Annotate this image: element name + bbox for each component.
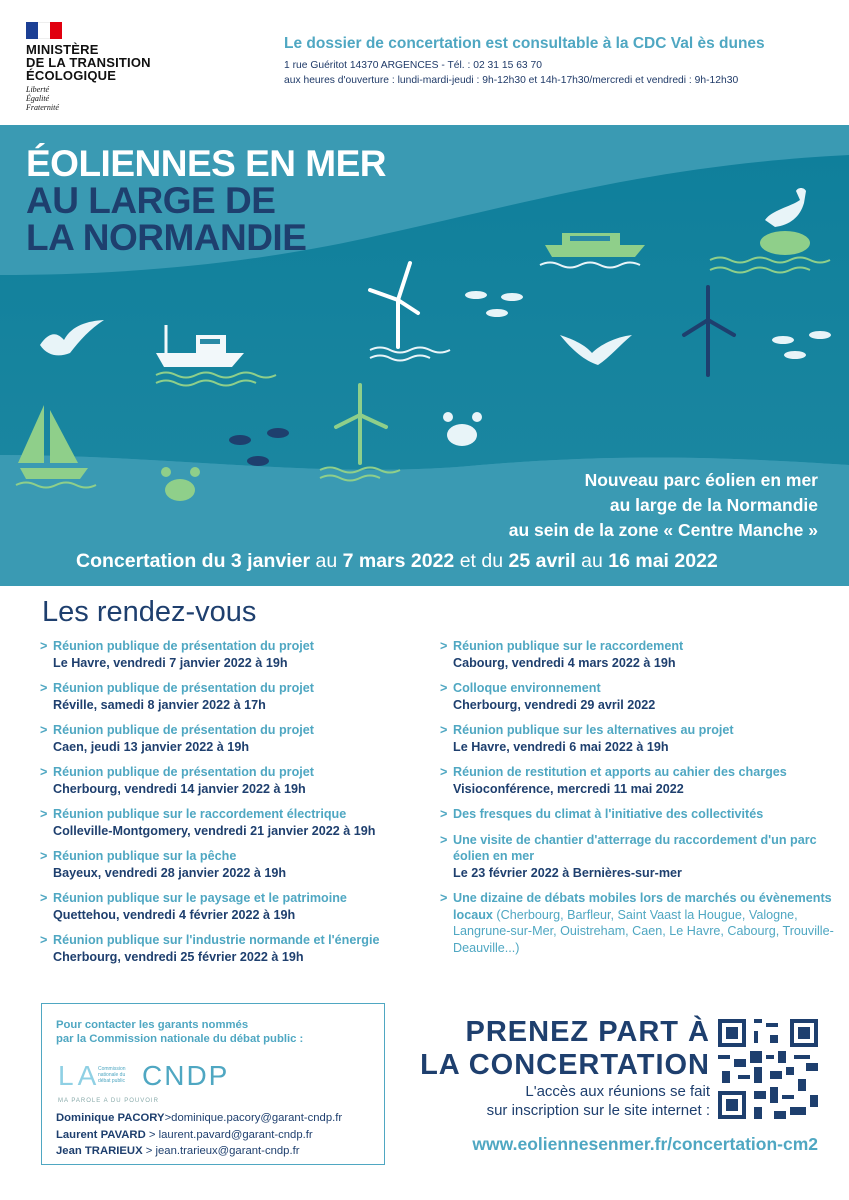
event-place: Cherbourg, — [53, 781, 121, 796]
event-date: vendredi 4 février 2022 à 19h — [119, 907, 296, 922]
contact-box — [41, 1003, 385, 1165]
event-heading: > Réunion publique sur le raccordement — [440, 638, 840, 655]
republic-motto — [26, 85, 186, 112]
event-details — [40, 949, 430, 966]
event-item — [40, 848, 430, 881]
event-date: mercredi 11 mai 2022 — [553, 781, 684, 796]
subtitle-line-3: au sein de la zone « Centre Manche » — [508, 520, 818, 540]
title-line-3: LA NORMANDIE — [26, 217, 307, 258]
event-heading — [440, 890, 840, 956]
event-heading-text: Une dizaine de débats mobiles lors de marchés ou évènements locaux — [453, 891, 832, 922]
title-line-1: ÉOLIENNES EN MER — [26, 143, 386, 184]
subtitle-line-1: Nouveau parc éolien en mer — [584, 470, 818, 490]
events-left-column — [40, 638, 430, 974]
event-item — [440, 638, 840, 671]
garant-name: Jean TRARIEUX — [56, 1145, 143, 1157]
event-heading: > Réunion de restitution et apports au cahier des charges — [440, 764, 840, 781]
concert-date-end-1: 7 mars 2022 — [342, 550, 455, 572]
event-heading: > Colloque environnement — [440, 680, 840, 697]
event-place: Caen, — [53, 739, 88, 754]
event-place: Le Havre, — [53, 655, 110, 670]
concert-date-end-2: 16 mai 2022 — [608, 550, 718, 572]
event-details — [440, 697, 840, 714]
website-link[interactable]: www.eoliennesenmer.fr/concertation-cm2 — [472, 1134, 818, 1154]
event-item — [440, 832, 840, 882]
event-place: Visioconférence, — [453, 781, 554, 796]
event-heading: > Réunion publique de présentation du projet — [40, 764, 430, 781]
french-flag-icon — [26, 22, 62, 39]
motto-egalite: Égalité — [26, 94, 50, 103]
concertation-dates — [76, 550, 718, 573]
event-item — [40, 638, 430, 671]
event-cities: (Cherbourg, Barfleur, Saint Vaast la Hougue, Valogne, Langrune-sur-Mer, Ouistreham, Caen, Le Havre, Cabourg, Trouville-Deauville...) — [453, 907, 834, 955]
event-place: Cabourg, — [453, 655, 509, 670]
garant-row — [56, 1110, 372, 1127]
garant-name: Dominique PACORY — [56, 1112, 165, 1124]
event-heading: > Réunion publique sur le raccordement électrique — [40, 806, 430, 823]
motto-liberte: Liberté — [26, 85, 50, 94]
event-heading: > Réunion publique de présentation du projet — [40, 680, 430, 697]
event-place: Colleville-Montgomery, — [53, 823, 191, 838]
event-details — [440, 781, 840, 798]
event-heading: > Des fresques du climat à l'initiative des collectivités — [440, 806, 840, 823]
event-date: vendredi 14 janvier 2022 à 19h — [120, 781, 306, 796]
event-date: samedi 8 janvier 2022 à 17h — [97, 697, 266, 712]
ministry-name-line-2: DE LA TRANSITION — [26, 55, 151, 70]
event-item — [40, 764, 430, 797]
cta-line-2: LA CONCERTATION — [420, 1049, 710, 1081]
qr-code-icon[interactable] — [718, 1019, 818, 1119]
garant-email-link[interactable]: > jean.trarieux@garant-cndp.fr — [142, 1145, 300, 1157]
event-details — [40, 823, 430, 840]
concert-part-a: Concertation du — [76, 550, 231, 572]
event-details — [40, 739, 430, 756]
contact-intro — [56, 1018, 372, 1046]
event-heading: > Réunion publique sur l'industrie normande et l'énergie — [40, 932, 430, 949]
event-date: vendredi 29 avril 2022 — [520, 697, 656, 712]
cndp-logo-tagline: MA PAROLE A DU POUVOIR — [58, 1098, 159, 1104]
ministry-name-line-3: ÉCOLOGIQUE — [26, 68, 117, 83]
event-date: vendredi 6 mai 2022 à 19h — [509, 739, 669, 754]
concert-part-c: au — [310, 550, 343, 572]
motto-fraternite: Fraternité — [26, 103, 59, 112]
events-right-column — [440, 638, 840, 965]
ministry-name-line-1: MINISTÈRE — [26, 42, 99, 57]
subtitle-line-2: au large de la Normandie — [609, 495, 818, 515]
event-item — [440, 722, 840, 755]
event-item — [40, 722, 430, 755]
event-item — [440, 890, 840, 956]
cta-line-3: L'accès aux réunions se fait — [525, 1083, 710, 1100]
cta-line-1: PRENEZ PART À — [465, 1016, 710, 1048]
event-details — [40, 697, 430, 714]
contact-intro-line-1: Pour contacter les garants nommés — [56, 1019, 249, 1031]
event-place: Réville, — [53, 697, 98, 712]
dossier-line: Le dossier de concertation est consultable à la CDC Val ès dunes — [284, 35, 765, 52]
event-place: Quettehou, — [53, 907, 120, 922]
cndp-logo-la: LA — [58, 1060, 101, 1091]
event-details — [40, 865, 430, 882]
event-place: Le Havre, — [453, 739, 510, 754]
event-item — [40, 890, 430, 923]
garant-row — [56, 1143, 372, 1160]
ministry-logo — [26, 22, 186, 112]
project-subtitle — [509, 468, 818, 543]
event-place: Bayeux, — [53, 865, 102, 880]
event-details — [440, 739, 840, 756]
event-heading: > Réunion publique sur la pêche — [40, 848, 430, 865]
garant-email-link[interactable]: >dominique.pacory@garant-cndp.fr — [164, 1112, 343, 1124]
address-line: 1 rue Guéritot 14370 ARGENCES - Tél. : 02 31 15 63 70 — [284, 60, 542, 71]
call-to-action — [420, 1016, 710, 1120]
header — [0, 0, 849, 125]
rendez-vous-title: Les rendez-vous — [42, 596, 257, 628]
concert-part-g: au — [575, 550, 609, 572]
cndp-logo — [56, 1060, 372, 1110]
header-info — [284, 35, 844, 88]
event-heading: > Réunion publique sur le paysage et le patrimoine — [40, 890, 430, 907]
concert-date-start-1: 3 janvier — [230, 550, 311, 572]
event-details — [40, 781, 430, 798]
cta-line-4: sur inscription sur le site internet : — [486, 1102, 710, 1119]
event-date: vendredi 28 janvier 2022 à 19h — [101, 865, 287, 880]
garants-list — [56, 1110, 372, 1160]
concert-date-start-2: 25 avril — [508, 550, 576, 572]
event-date: vendredi 4 mars 2022 à 19h — [508, 655, 676, 670]
event-item — [40, 680, 430, 713]
event-heading: > Réunion publique sur les alternatives au projet — [440, 722, 840, 739]
event-heading: > Une visite de chantier d'atterrage du raccordement d'un parc éolien en mer — [440, 832, 840, 865]
event-item — [40, 806, 430, 839]
hero-banner — [0, 125, 849, 586]
event-date: jeudi 13 janvier 2022 à 19h — [87, 739, 250, 754]
event-item — [440, 806, 840, 823]
event-details — [40, 655, 430, 672]
event-place: Cherbourg, — [53, 949, 121, 964]
event-details — [40, 907, 430, 924]
concert-part-e: et du — [454, 550, 509, 572]
event-details — [440, 865, 840, 882]
garant-email-link[interactable]: > laurent.pavard@garant-cndp.fr — [145, 1128, 313, 1141]
event-place: Cherbourg, — [453, 697, 521, 712]
cndp-logo-small: Commission nationale du débat public — [98, 1066, 126, 1084]
main-title — [26, 145, 386, 256]
event-heading: > Réunion publique de présentation du projet — [40, 638, 430, 655]
cndp-logo-big: CNDP — [142, 1060, 230, 1091]
garant-name: Laurent PAVARD — [56, 1128, 146, 1141]
event-date: vendredi 7 janvier 2022 à 19h — [109, 655, 288, 670]
event-details — [440, 655, 840, 672]
hours-line: aux heures d'ouverture : lundi-mardi-jeudi : 9h-12h30 et 14h-17h30/mercredi et vendredi : 9h-12h30 — [284, 75, 739, 86]
event-date: vendredi 21 janvier 2022 à 19h — [190, 823, 376, 838]
event-heading: > Réunion publique de présentation du projet — [40, 722, 430, 739]
event-place: Le 23 février 2022 à Bernières-sur-mer — [453, 865, 682, 880]
event-item — [40, 932, 430, 965]
event-item — [440, 680, 840, 713]
contact-intro-line-2: par la Commission nationale du débat public : — [56, 1033, 304, 1045]
title-line-2: AU LARGE DE — [26, 180, 276, 221]
event-date: vendredi 25 février 2022 à 19h — [120, 949, 304, 964]
event-item — [440, 764, 840, 797]
garant-row — [56, 1127, 372, 1144]
